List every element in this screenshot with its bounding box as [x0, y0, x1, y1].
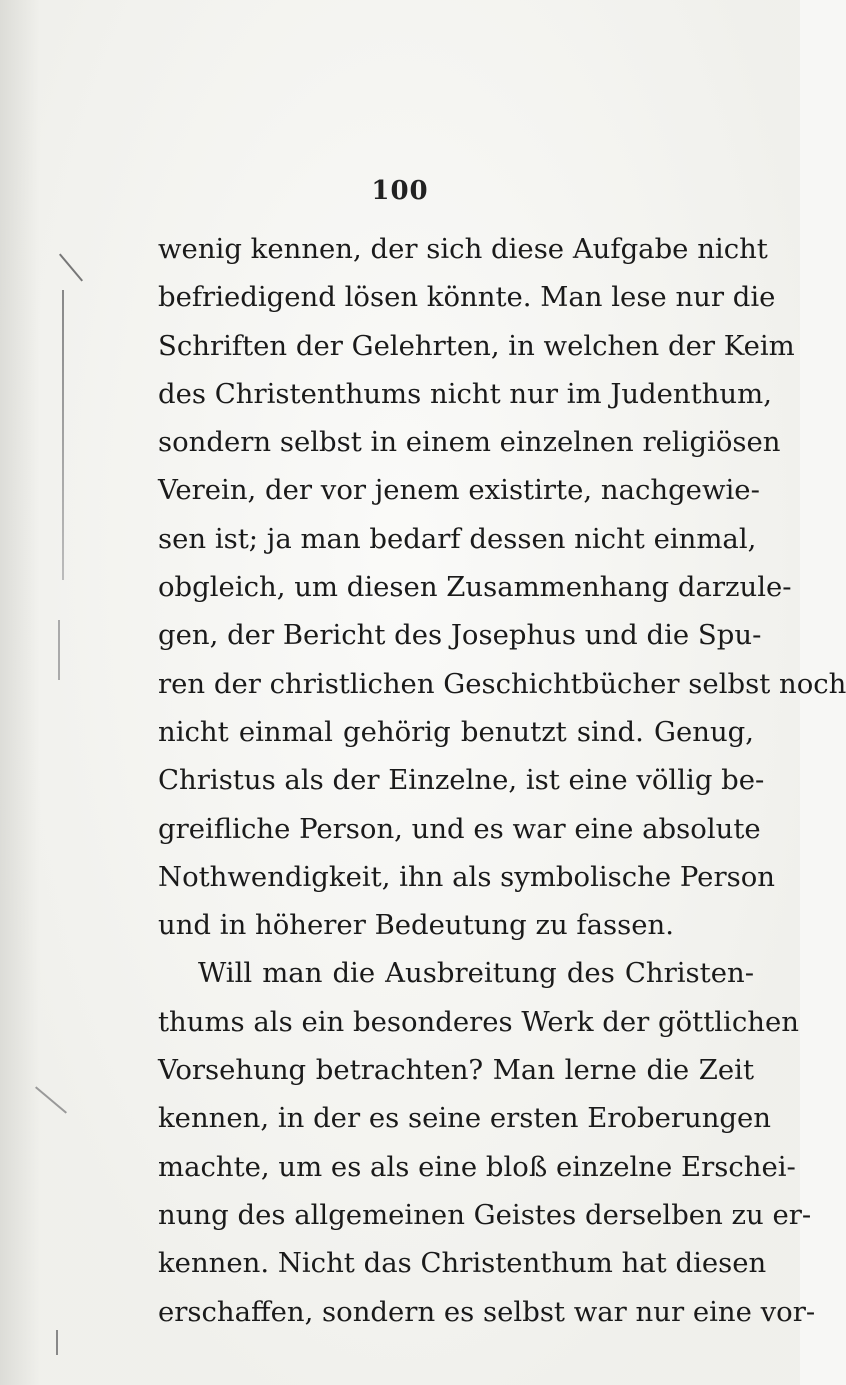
- text-line: des Christenthums nicht nur im Judenthum,: [158, 377, 772, 410]
- text-line: erschaffen, sondern es selbst war nur eine vor-: [158, 1295, 816, 1328]
- text-line: Christus als der Einzelne, ist eine völlig be-: [158, 764, 765, 797]
- text-line: kennen, in der es seine ersten Eroberungen: [158, 1102, 772, 1135]
- margin-mark: [62, 290, 64, 580]
- text-line: befriedigend lösen könnte. Man lese nur die: [158, 281, 776, 314]
- text-line: sondern selbst in einem einzelnen religiösen: [158, 426, 781, 459]
- text-line: Schriften der Gelehrten, in welchen der Keim: [158, 329, 795, 362]
- page-edge-shadow: [0, 0, 40, 1385]
- text-line: wenig kennen, der sich diese Aufgabe nicht: [158, 233, 768, 265]
- text-line: thums als ein besonderes Werk der göttlichen: [158, 1005, 799, 1038]
- text-line: Vorsehung betrachten? Man lerne die Zeit: [158, 1054, 754, 1087]
- margin-mark: [59, 253, 83, 281]
- text-line: machte, um es als eine bloß einzelne Erschei-: [158, 1150, 796, 1183]
- margin-mark: [58, 620, 60, 680]
- text-line: und in höherer Bedeutung zu fassen.: [158, 909, 674, 942]
- text-line: Verein, der vor jenem existirte, nachgewie-: [158, 474, 760, 507]
- text-line: greifliche Person, und es war eine absolute: [158, 812, 761, 845]
- text-line: gen, der Bericht des Josephus und die Spu-: [158, 619, 762, 652]
- text-line: obgleich, um diesen Zusammenhang darzule-: [158, 571, 792, 604]
- text-line: sen ist; ja man bedarf dessen nicht einmal,: [158, 522, 757, 555]
- text-line: kennen. Nicht das Christenthum hat diesen: [158, 1247, 767, 1280]
- text-line: nicht einmal gehörig benutzt sind. Genug,: [158, 715, 754, 748]
- text-line: Will man die Ausbreitung des Christen-: [198, 957, 754, 990]
- text-line: ren der christlichen Geschichtbücher selbst noch: [158, 667, 846, 700]
- margin-mark: [56, 1330, 58, 1355]
- body-text: [158, 225, 846, 1336]
- text-line: Nothwendigkeit, ihn als symbolische Person: [158, 860, 775, 893]
- page-number: 100: [371, 176, 429, 206]
- text-line: nung des allgemeinen Geistes derselben zu er-: [158, 1198, 812, 1231]
